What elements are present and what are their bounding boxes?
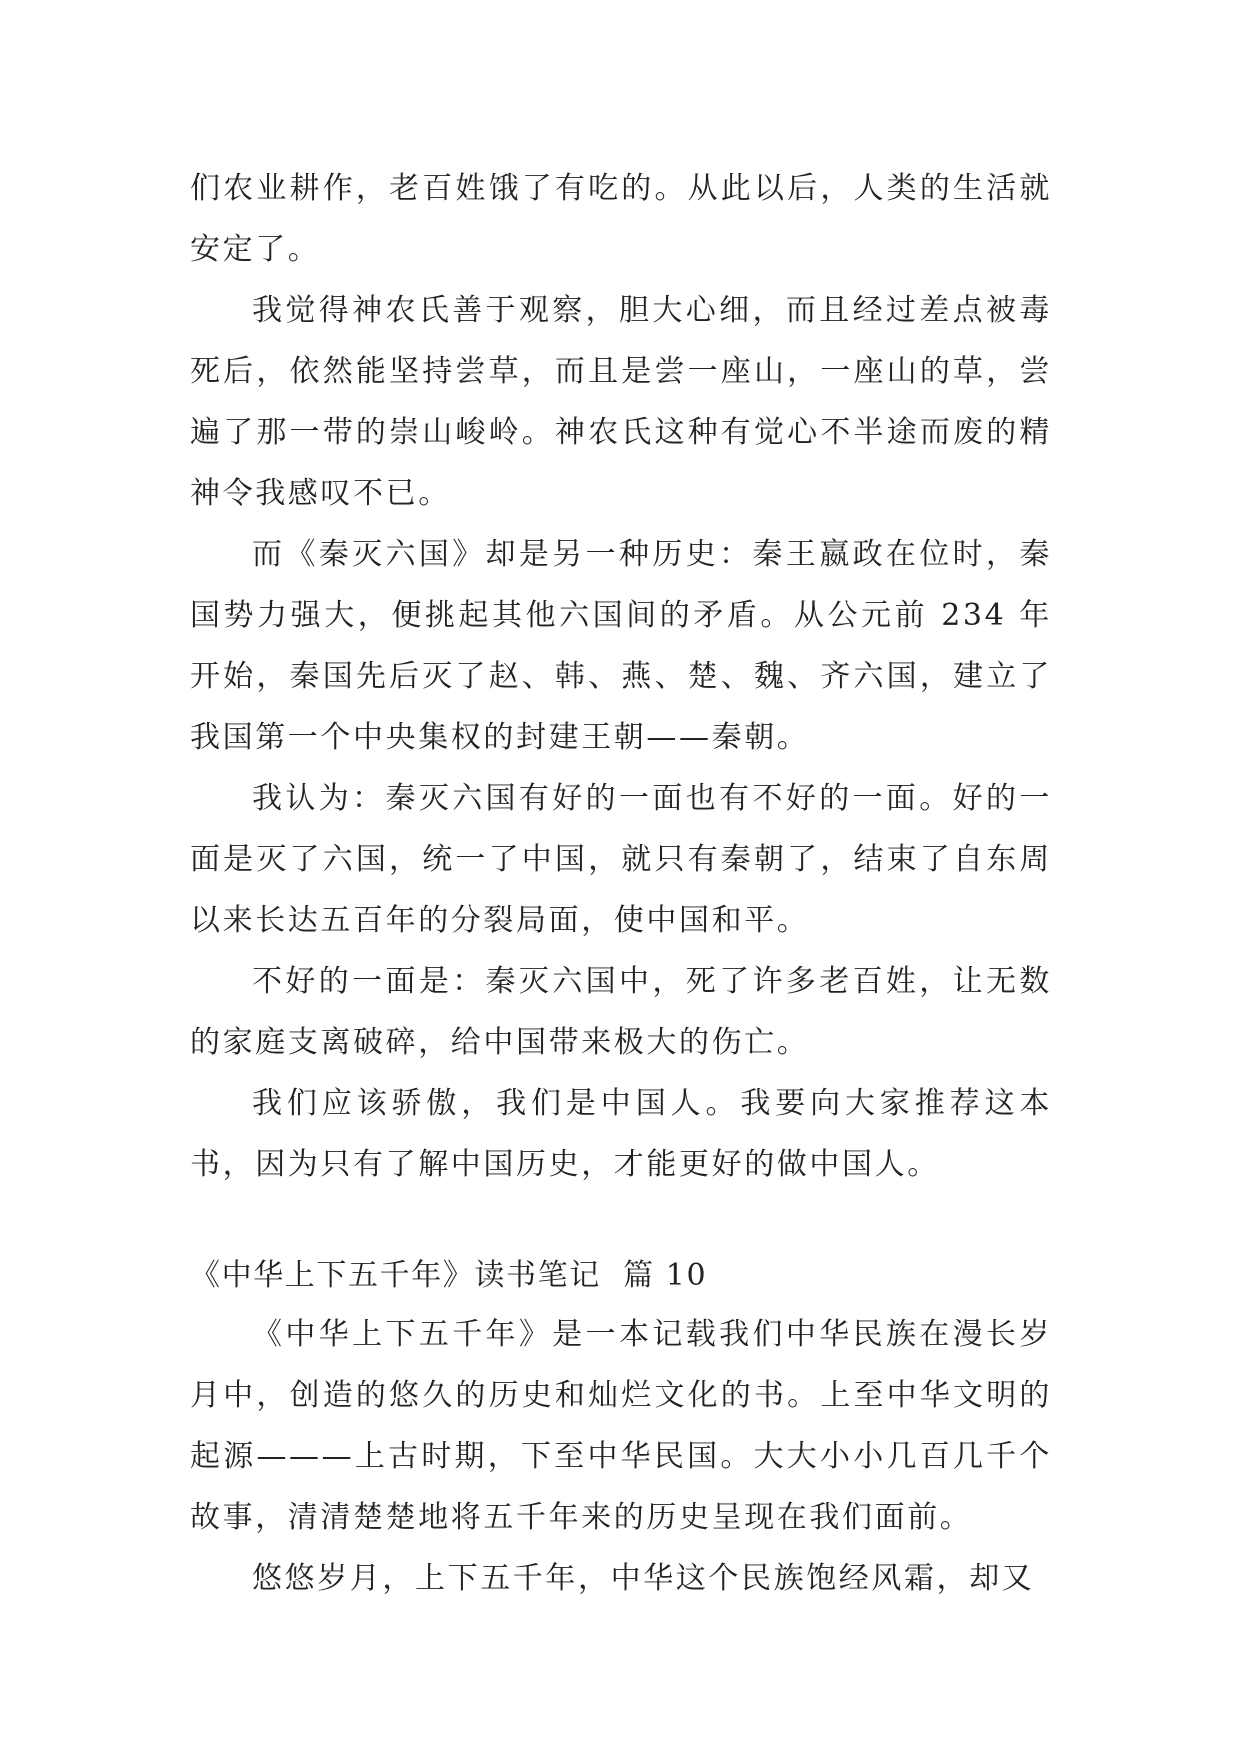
paragraph: 悠悠岁月，上下五千年，中华这个民族饱经风霜，却又 xyxy=(252,1561,1035,1596)
document-body xyxy=(190,158,1052,1609)
paragraph: 我觉得神农氏善于观察，胆大心细，而且经过差点被毒死后，依然能坚持尝草，而且是尝一座山，一座山的草，尝遍了那一带的崇山峻岭。神农氏这种有觉心不半途而废的精神令我感叹不已。 xyxy=(190,293,1052,511)
paragraph: 我们应该骄傲，我们是中国人。我要向大家推荐这本书，因为只有了解中国历史，才能更好的做中国人。 xyxy=(190,1086,1052,1182)
paragraph: 而《秦灭六国》却是另一种历史：秦王嬴政在位时，秦国势力强大，便挑起其他六国间的矛盾。从公元前 234 年开始，秦国先后灭了赵、韩、燕、楚、魏、齐六国，建立了我国第一个中央集权的封建王朝——秦朝。 xyxy=(190,537,1052,755)
paragraph: 不好的一面是：秦灭六国中，死了许多老百姓，让无数的家庭支离破碎，给中国带来极大的伤亡。 xyxy=(190,964,1052,1060)
section-heading: 《中华上下五千年》读书笔记 篇 10 xyxy=(190,1258,708,1293)
paragraph: 我认为：秦灭六国有好的一面也有不好的一面。好的一面是灭了六国，统一了中国，就只有秦朝了，结束了自东周以来长达五百年的分裂局面，使中国和平。 xyxy=(190,781,1052,938)
paragraph: 们农业耕作，老百姓饿了有吃的。从此以后，人类的生活就安定了。 xyxy=(190,171,1052,267)
paragraph: 《中华上下五千年》是一本记载我们中华民族在漫长岁月中，创造的悠久的历史和灿烂文化的书。上至中华文明的起源———上古时期，下至中华民国。大大小小几百几千个故事，清清楚楚地将五千年来的历史呈现在我们面前。 xyxy=(190,1317,1052,1535)
